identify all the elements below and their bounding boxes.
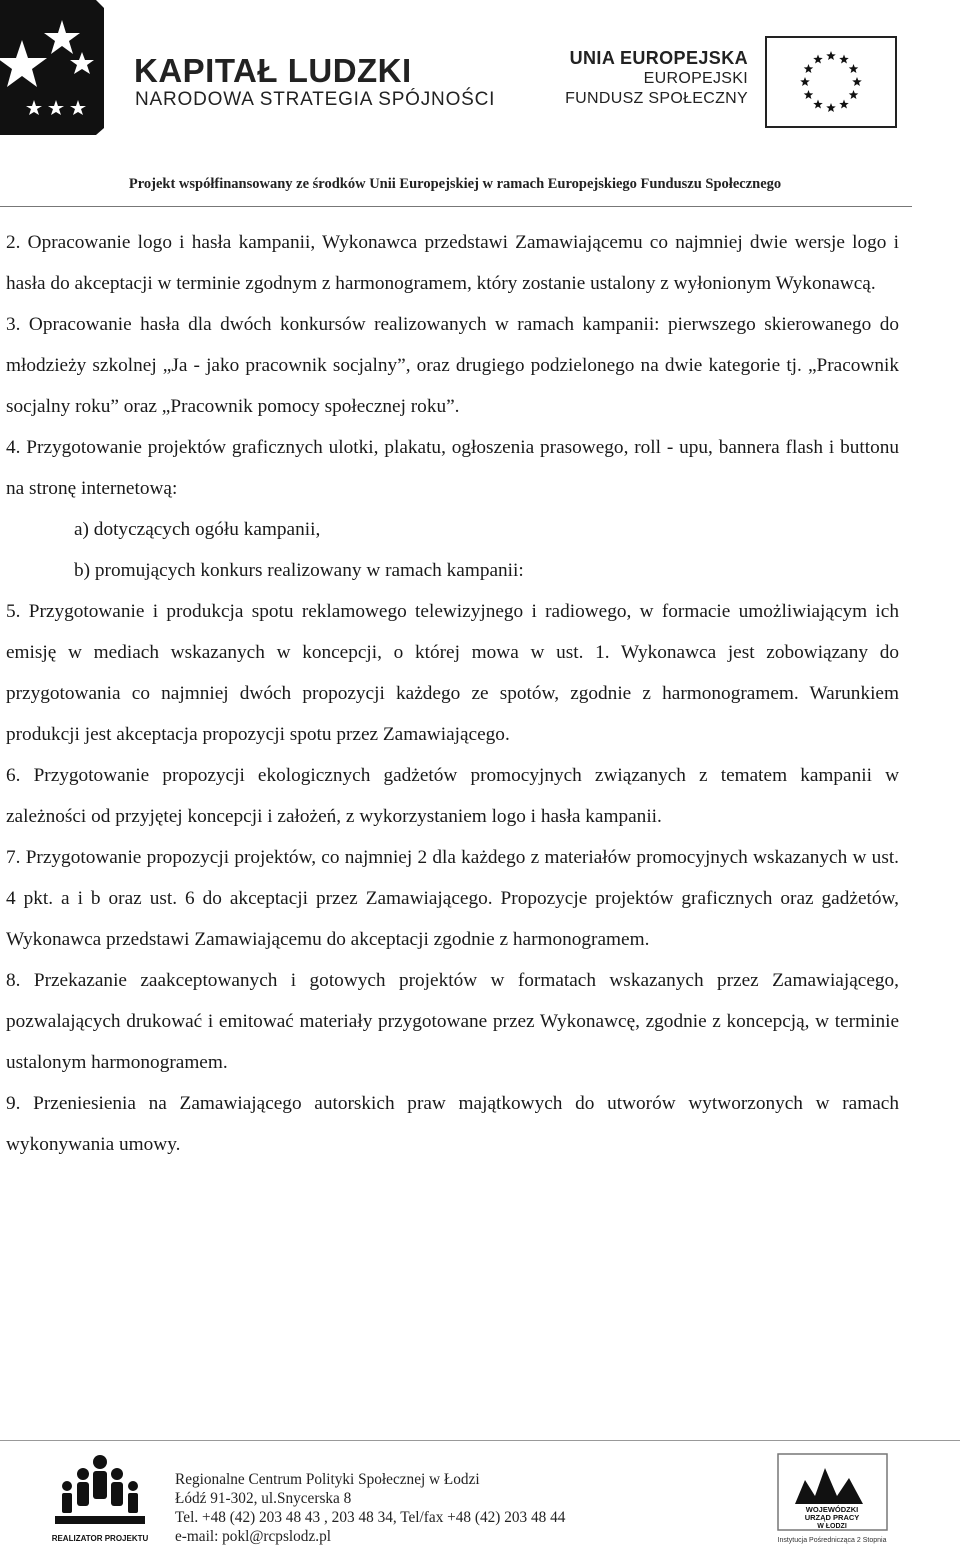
eu-fund-label [565,48,748,109]
document-body [6,222,899,1165]
sub-item-b: b) promujących konkurs realizowany w ramach kampanii: [74,560,524,581]
eu-star-icon [813,100,823,109]
paragraph-item-5: 5. Przygotowanie i produkcja spotu reklamowego telewizyjnego i radiowego, w formacie umożliwiającym ich emisję w mediach wskazanych w koncepcji, o której mowa w ust. 1. Wykonawca jest zobowiązany do przygotowania co najmniej dwóch propozycji każdego ze spotów, zgodnie z harmonogramem. Warunkiem produkcji jest akceptacja propozycji spotu przez Zamawiającego. [6,601,899,745]
paragraph-item-2: 2. Opracowanie logo i hasła kampanii, Wykonawca przedstawi Zamawiającemu co najmniej dwie wersje logo i hasła do akceptacji w terminie zgodnym z harmonogramem, który zostanie ustalony z wyłonionym Wykonawcą. [6,232,899,294]
realizator-label: REALIZATOR PROJEKTU [51,1534,149,1543]
eu-star-icon [849,90,859,99]
kapital-ludzki-logo-icon [0,0,112,135]
eu-star-icon [839,100,849,109]
eu-label-line2: EUROPEJSKI [643,70,748,87]
header-divider [0,206,912,207]
paragraph-item-3: 3. Opracowanie hasła dla dwóch konkursów realizowanych w ramach kampanii: pierwszego skierowanego do młodzieży szkolnej „Ja - jako pracownik socjalny”, oraz drugiego podzielonego na dwie kategorie tj. „Pracownik socjalny roku” oraz „Pracownik pomocy społecznej roku”. [6,314,899,417]
paragraph-item-7: 7. Przygotowanie propozycji projektów, co najmniej 2 dla każdego z materiałów promocyjnych wskazanych w ust. 4 pkt. a i b oraz ust. 6 do akceptacji przez Zamawiającego. Propozycje projektów graficznych oraz gadżetów, Wykonawca przedstawi Zamawiającemu do akceptacji zgodnie z harmonogramem. [6,847,899,950]
kapital-ludzki-title: KAPITAŁ LUDZKI [134,52,412,89]
eu-star-icon [804,90,814,99]
org-address: Łódź 91-302, ul.Snycerska 8 [175,1490,352,1507]
wup-line3: W ŁODZI [817,1523,847,1530]
paragraph-item-9: 9. Przeniesienia na Zamawiającego autorskich praw majątkowych do utworów wytworzonych w ramach wykonywania umowy. [6,1093,899,1155]
eu-star-icon [826,51,836,60]
eu-star-icon [849,64,859,73]
org-name: Regionalne Centrum Polityki Społecznej w Łodzi [175,1471,480,1488]
eu-label-line3: FUNDUSZ SPOŁECZNY [565,90,748,107]
wup-line1: WOJEWÓDZKI [805,1505,859,1514]
eu-star-icon [813,54,823,63]
wup-logo-icon [775,1452,890,1546]
eu-star-icon [839,54,849,63]
eu-star-icon [800,77,810,86]
footer-contact [175,1470,565,1546]
eu-star-icon [852,77,862,86]
paragraph-item-4: 4. Przygotowanie projektów graficznych ulotki, plakatu, ogłoszenia prasowego, roll - upu, bannera flash i buttonu na stronę internetową: [6,437,899,499]
realizator-logo-icon [50,1450,150,1546]
paragraph-item-6: 6. Przygotowanie propozycji ekologicznych gadżetów promocyjnych związanych z tematem kampanii w zależności od przyjętej koncepcji i założeń, z wykorzystaniem logo i hasła kampanii. [6,765,899,827]
footer-divider [0,1440,960,1441]
paragraph-item-8: 8. Przekazanie zaakceptowanych i gotowych projektów w formatach wskazanych przez Zamawiającego, pozwalających drukować i emitować materiały przygotowane przez Wykonawcę, zgodnie z koncepcją, w terminie ustalonym harmonogramem. [6,970,899,1073]
page-header [0,0,960,205]
eu-label-line1: UNIA EUROPEJSKA [569,48,748,68]
eu-star-icon [804,64,814,73]
org-phone: Tel. +48 (42) 203 48 43 , 203 48 34, Tel/fax +48 (42) 203 48 44 [175,1509,566,1526]
wup-caption: Instytucja Pośrednicząca 2 Stopnia [777,1537,887,1544]
cofinancing-note: Projekt współfinansowany ze środków Unii Europejskiej w ramach Europejskiego Funduszu Społecznego [128,176,782,192]
wup-line2: URZĄD PRACY [804,1513,860,1522]
eu-flag-icon [765,36,897,128]
sub-item-a: a) dotyczących ogółu kampanii, [74,519,321,540]
kapital-ludzki-subtitle: NARODOWA STRATEGIA SPÓJNOŚCI [135,89,496,110]
org-email: e-mail: pokl@rcpslodz.pl [175,1528,331,1545]
eu-star-icon [826,103,836,112]
